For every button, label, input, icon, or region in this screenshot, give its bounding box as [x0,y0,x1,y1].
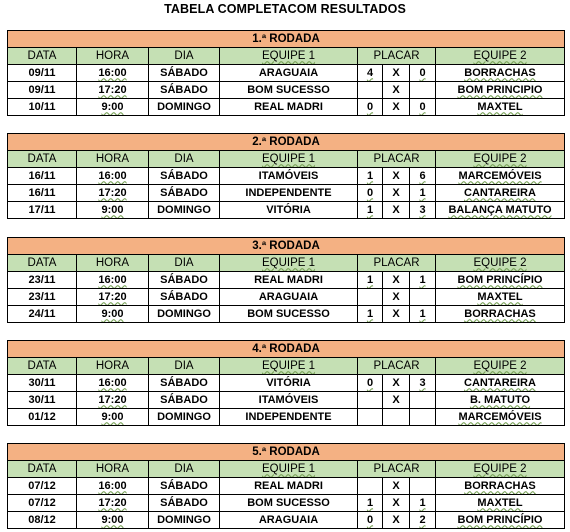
match-time: 17:20 [77,185,149,202]
col-header-score: PLACAR [358,255,436,272]
col-header-score: PLACAR [358,358,436,375]
match-team2: MAXTEL [436,99,565,116]
col-header-day: DIA [149,48,220,65]
match-score-separator: X [383,65,410,82]
match-date: 10/11 [8,99,77,116]
col-header-team1: EQUIPE 1 [220,48,358,65]
match-time: 17:20 [77,495,149,512]
match-date: 07/12 [8,478,77,495]
col-header-team2: EQUIPE 2 [436,461,565,478]
col-header-date: DATA [8,48,77,65]
match-time: 17:20 [77,289,149,306]
match-date: 01/12 [8,409,77,426]
match-team1: ARAGUAIA [220,65,358,82]
round-table [7,237,565,323]
col-header-team2: EQUIPE 2 [436,48,565,65]
col-header-team1: EQUIPE 1 [220,461,358,478]
match-team2: BORRACHAS [436,306,565,323]
match-row [8,478,565,495]
match-day: DOMINGO [149,409,220,426]
match-time: 16:00 [77,375,149,392]
match-team1: INDEPENDENTE [220,185,358,202]
match-day: DOMINGO [149,512,220,529]
match-date: 23/11 [8,289,77,306]
match-score-home: 4 [358,65,383,82]
match-score-separator [383,409,410,426]
round-label: 2.ª RODADA [8,134,565,151]
col-header-team1: EQUIPE 1 [220,358,358,375]
col-header-team1: EQUIPE 1 [220,151,358,168]
col-header-time: HORA [77,151,149,168]
match-score-separator: X [383,495,410,512]
match-score-separator: X [383,478,410,495]
match-date: 16/11 [8,168,77,185]
match-score-away: 6 [410,168,436,185]
match-score-home: 1 [358,272,383,289]
column-header-row [8,461,565,478]
match-score-away: 1 [410,495,436,512]
match-day: SÁBADO [149,272,220,289]
match-team2: MARCEMÓVEIS [436,409,565,426]
match-team1: BOM SUCESSO [220,495,358,512]
match-day: DOMINGO [149,202,220,219]
match-row [8,306,565,323]
col-header-day: DIA [149,151,220,168]
match-date: 09/11 [8,65,77,82]
round-table [7,133,565,219]
match-team1: REAL MADRI [220,478,358,495]
match-row [8,392,565,409]
match-time: 9:00 [77,99,149,116]
match-row [8,202,565,219]
match-team2: BOM PRINCIPIO [436,82,565,99]
match-score-home [358,82,383,99]
match-day: SÁBADO [149,65,220,82]
col-header-team2: EQUIPE 2 [436,151,565,168]
match-score-away: 3 [410,202,436,219]
match-row [8,168,565,185]
match-date: 16/11 [8,185,77,202]
match-day: SÁBADO [149,478,220,495]
match-score-away: 3 [410,375,436,392]
match-score-away [410,289,436,306]
col-header-date: DATA [8,461,77,478]
round-label: 3.ª RODADA [8,238,565,255]
round-header-row [8,341,565,358]
match-score-away: 1 [410,185,436,202]
match-time: 16:00 [77,478,149,495]
column-header-row [8,358,565,375]
match-time: 16:00 [77,168,149,185]
col-header-team2: EQUIPE 2 [436,358,565,375]
round-header-row [8,31,565,48]
col-header-team2: EQUIPE 2 [436,255,565,272]
match-row [8,512,565,529]
col-header-time: HORA [77,358,149,375]
round-label: 5.ª RODADA [8,444,565,461]
match-score-away: 1 [410,272,436,289]
col-header-score: PLACAR [358,151,436,168]
match-time: 17:20 [77,392,149,409]
round-label: 4.ª RODADA [8,341,565,358]
match-team2: BOM PRINCÍPIO [436,272,565,289]
match-team1: REAL MADRI [220,99,358,116]
match-team1: VITÓRIA [220,375,358,392]
match-team1: ARAGUAIA [220,512,358,529]
col-header-day: DIA [149,461,220,478]
column-header-row [8,255,565,272]
match-score-home [358,478,383,495]
col-header-time: HORA [77,461,149,478]
match-date: 30/11 [8,375,77,392]
match-team2: MAXTEL [436,289,565,306]
match-day: DOMINGO [149,306,220,323]
match-score-separator: X [383,99,410,116]
match-date: 08/12 [8,512,77,529]
match-date: 09/11 [8,82,77,99]
match-team1: INDEPENDENTE [220,409,358,426]
match-score-separator: X [383,306,410,323]
match-team2: B. MATUTO [436,392,565,409]
match-score-away: 0 [410,65,436,82]
round-header-row [8,444,565,461]
match-score-separator: X [383,168,410,185]
match-row [8,289,565,306]
match-score-away [410,392,436,409]
match-day: SÁBADO [149,392,220,409]
match-score-separator: X [383,375,410,392]
round-label: 1.ª RODADA [8,31,565,48]
match-time: 17:20 [77,82,149,99]
match-row [8,82,565,99]
match-score-home: 0 [358,185,383,202]
match-row [8,65,565,82]
round-header-row [8,238,565,255]
round-header-row [8,134,565,151]
match-score-away [410,82,436,99]
col-header-score: PLACAR [358,461,436,478]
match-score-away: 2 [410,512,436,529]
match-score-separator: X [383,512,410,529]
col-header-date: DATA [8,358,77,375]
match-team1: ARAGUAIA [220,289,358,306]
col-header-date: DATA [8,151,77,168]
match-row [8,409,565,426]
match-score-away: 1 [410,306,436,323]
match-score-separator: X [383,185,410,202]
match-day: SÁBADO [149,375,220,392]
match-score-home: 0 [358,512,383,529]
match-day: SÁBADO [149,289,220,306]
match-score-separator: X [383,289,410,306]
match-day: SÁBADO [149,495,220,512]
match-score-away [410,409,436,426]
match-score-separator: X [383,82,410,99]
match-score-separator: X [383,392,410,409]
match-team2: BORRACHAS [436,478,565,495]
match-day: SÁBADO [149,168,220,185]
round-table [7,340,565,426]
match-team2: MARCEMÓVEIS [436,168,565,185]
match-date: 17/11 [8,202,77,219]
match-team2: CANTAREIRA [436,185,565,202]
match-row [8,185,565,202]
match-team1: REAL MADRI [220,272,358,289]
match-team2: BORRACHAS [436,65,565,82]
match-date: 24/11 [8,306,77,323]
match-team1: ITAMÓVEIS [220,392,358,409]
match-time: 9:00 [77,409,149,426]
match-score-home: 1 [358,202,383,219]
match-team1: ITAMÓVEIS [220,168,358,185]
col-header-date: DATA [8,255,77,272]
match-row [8,375,565,392]
col-header-team1: EQUIPE 1 [220,255,358,272]
match-day: SÁBADO [149,185,220,202]
round-table [7,30,565,116]
match-score-separator: X [383,272,410,289]
page-title: TABELA COMPLETACOM RESULTADOS [164,2,406,16]
match-day: SÁBADO [149,82,220,99]
match-date: 07/12 [8,495,77,512]
col-header-time: HORA [77,48,149,65]
match-score-away [410,478,436,495]
match-score-away: 0 [410,99,436,116]
col-header-day: DIA [149,358,220,375]
match-time: 9:00 [77,202,149,219]
round-table [7,443,565,529]
match-team2: MAXTEL [436,495,565,512]
match-row [8,272,565,289]
match-score-home: 0 [358,375,383,392]
match-team2: BALANÇA MATUTO [436,202,565,219]
match-time: 16:00 [77,272,149,289]
match-day: DOMINGO [149,99,220,116]
match-team1: BOM SUCESSO [220,306,358,323]
match-date: 23/11 [8,272,77,289]
match-score-home: 1 [358,168,383,185]
col-header-day: DIA [149,255,220,272]
col-header-time: HORA [77,255,149,272]
match-row [8,495,565,512]
col-header-score: PLACAR [358,48,436,65]
column-header-row [8,48,565,65]
match-score-home: 1 [358,495,383,512]
match-time: 16:00 [77,65,149,82]
match-row [8,99,565,116]
match-score-separator: X [383,202,410,219]
match-score-home [358,409,383,426]
match-team2: CANTAREIRA [436,375,565,392]
match-time: 9:00 [77,512,149,529]
match-team2: BOM PRINCÍPIO [436,512,565,529]
match-score-home [358,289,383,306]
match-score-home: 1 [358,306,383,323]
match-team1: VITÓRIA [220,202,358,219]
match-date: 30/11 [8,392,77,409]
match-score-home: 0 [358,99,383,116]
match-score-home [358,392,383,409]
match-team1: BOM SUCESSO [220,82,358,99]
column-header-row [8,151,565,168]
match-time: 9:00 [77,306,149,323]
